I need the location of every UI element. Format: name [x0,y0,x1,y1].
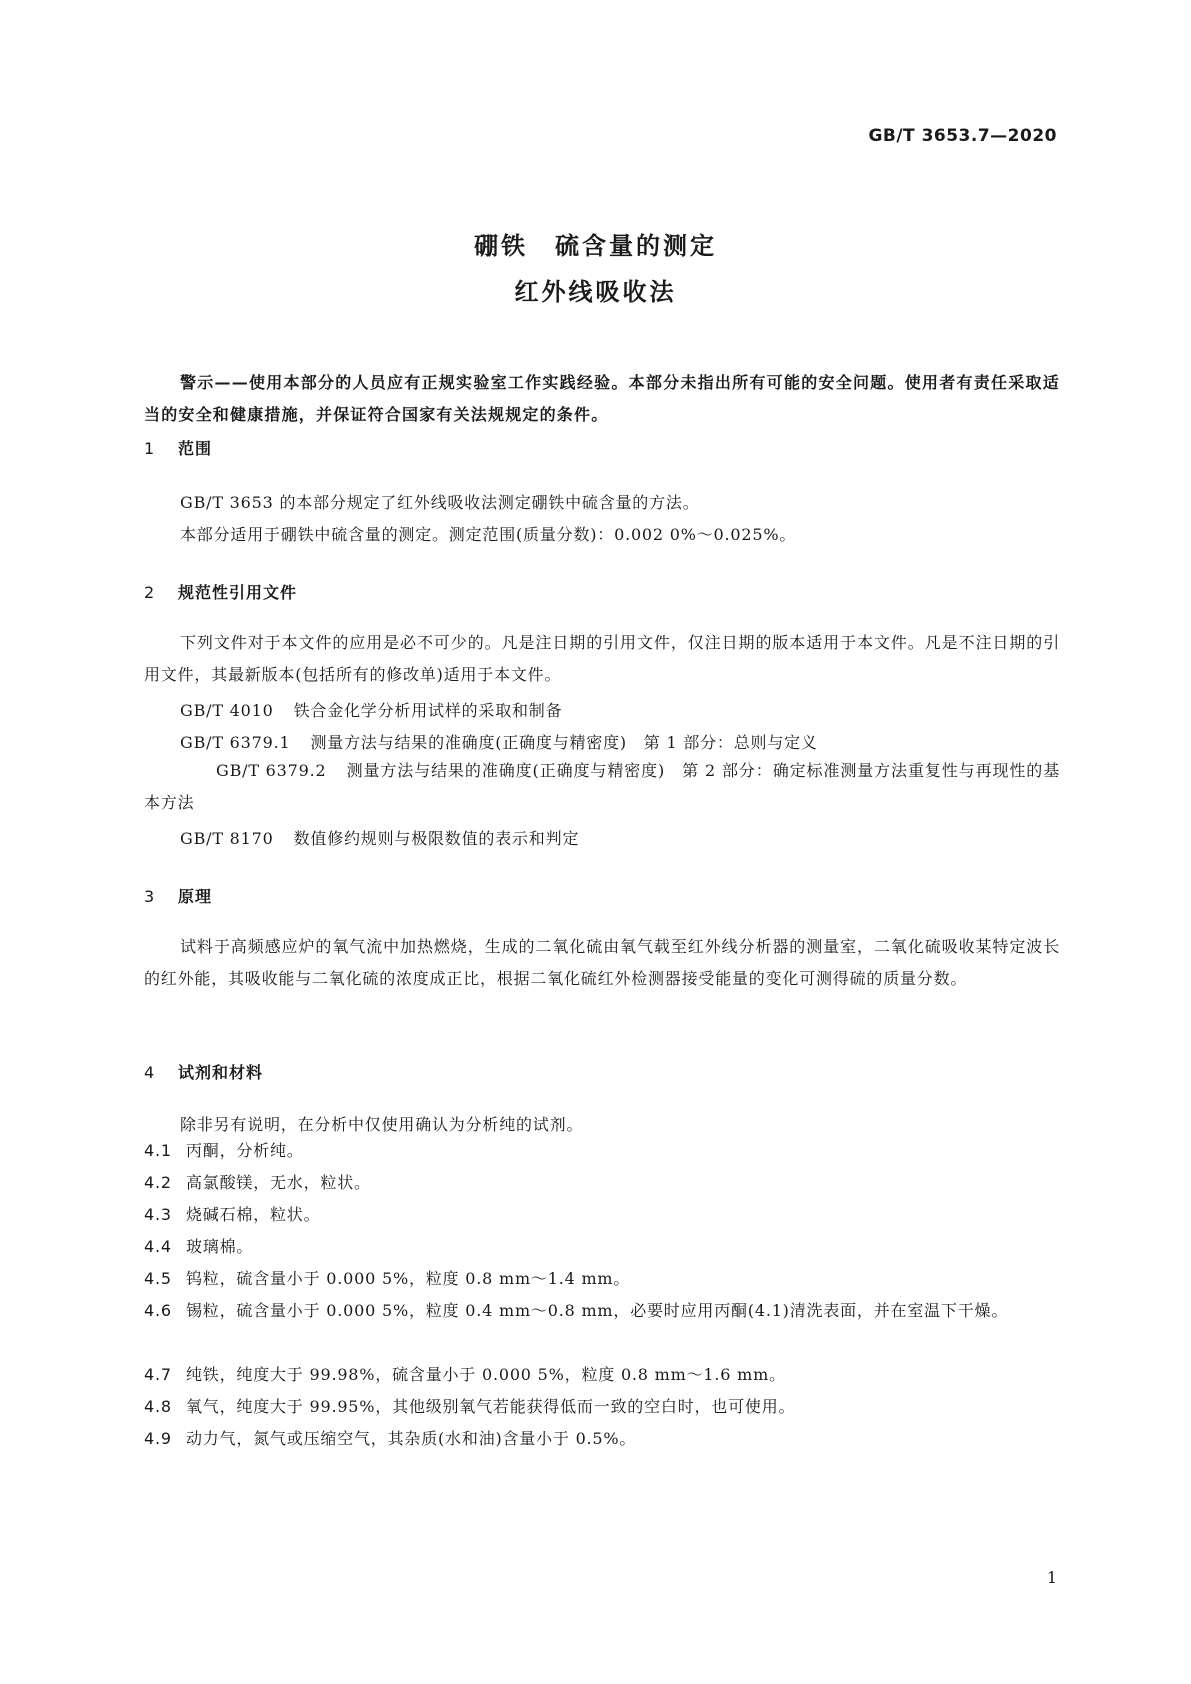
section-2-heading [144,580,297,603]
section-number: 3 [144,887,156,906]
item-text: 玻璃棉。 [186,1237,254,1256]
item-number: 4.1 [144,1141,172,1160]
item-number: 4.3 [144,1205,172,1224]
section-3-heading [144,884,212,907]
item-text: 丙酮，分析纯。 [186,1141,304,1160]
item-text: 动力气，氮气或压缩空气，其杂质(水和油)含量小于 0.5%。 [186,1429,637,1448]
references-intro: 下列文件对于本文件的应用是必不可少的。凡是注日期的引用文件，仅注日期的版本适用于本文件。凡是不注日期的引用文件，其最新版本(包括所有的修改单)适用于本文件。 [144,633,1060,684]
list-item [144,1199,1060,1231]
list-item [144,1135,1060,1167]
reference-title: 数值修约规则与极限数值的表示和判定 [293,829,580,848]
item-number: 4.4 [144,1237,172,1256]
section-number: 1 [144,439,156,458]
scope-paragraph-2: 本部分适用于硼铁中硫含量的测定。测定范围(质量分数)：0.002 0%～0.025%。 [180,525,797,544]
section-title: 规范性引用文件 [178,583,298,602]
reagents-intro: 除非另有说明，在分析中仅使用确认为分析纯的试剂。 [180,1115,584,1134]
list-item [144,1167,1060,1199]
scope-paragraph-1: GB/T 3653 的本部分规定了红外线吸收法测定硼铁中硫含量的方法。 [180,493,700,512]
safety-warning: 警示——使用本部分的人员应有正规实验室工作实践经验。本部分未指出所有可能的安全问题。使用者有责任采取适当的安全和健康措施，并保证符合国家有关法规规定的条件。 [144,373,1060,424]
item-text: 钨粒，硫含量小于 0.000 5%，粒度 0.8 mm～1.4 mm。 [186,1269,631,1288]
list-item [144,1391,1060,1423]
section-title: 试剂和材料 [178,1063,264,1082]
reference-item [180,698,562,721]
item-text: 纯铁，纯度大于 99.98%，硫含量小于 0.000 5%，粒度 0.8 mm～1.6 mm。 [186,1365,786,1384]
list-item [144,1359,1060,1391]
list-item [144,1295,1060,1327]
item-number: 4.2 [144,1173,172,1192]
section-number: 2 [144,583,156,602]
section-1-heading [144,436,212,459]
reference-code: GB/T 6379.1 [180,733,291,752]
reference-title: 测量方法与结果的准确度(正确度与精密度) 第 1 部分：总则与定义 [310,733,818,752]
item-text: 锡粒，硫含量小于 0.000 5%，粒度 0.4 mm～0.8 mm，必要时应用丙酮(4.1)清洗表面，并在室温下干燥。 [186,1301,1009,1320]
item-number: 4.8 [144,1397,172,1416]
reference-code: GB/T 6379.2 [216,761,327,780]
document-title-line1: 硼铁 硫含量的测定 [474,232,717,260]
standard-code: GB/T 3653.7—2020 [868,126,1057,146]
item-text: 烧碱石棉，粒状。 [186,1205,321,1224]
reference-code: GB/T 4010 [180,701,274,720]
section-number: 4 [144,1063,156,1082]
section-4-heading [144,1060,263,1083]
reference-item [180,826,579,849]
reference-item [144,755,1060,819]
reference-code: GB/T 8170 [180,829,274,848]
reference-title: 铁合金化学分析用试样的采取和制备 [293,701,563,720]
section-title: 范围 [178,439,213,458]
reference-item [180,730,818,753]
principle-paragraph: 试料于高频感应炉的氧气流中加热燃烧，生成的二氧化硫由氧气载至红外线分析器的测量室，二氧化硫吸收某特定波长的红外能，其吸收能与二氧化硫的浓度成正比，根据二氧化硫红外检测器接受能量的变化可测得硫的质量分数。 [144,937,1060,988]
page-number: 1 [1046,1568,1057,1587]
item-number: 4.9 [144,1429,172,1448]
section-title: 原理 [178,887,213,906]
reference-title: 测量方法与结果的准确度(正确度与精密度) 第 2 部分：确定标准测量方法重复性与再现性的基本方法 [144,761,1060,812]
item-number: 4.5 [144,1269,172,1288]
list-item [144,1231,1060,1263]
document-title-line2: 红外线吸收法 [514,278,677,306]
item-number: 4.6 [144,1301,172,1320]
item-text: 高氯酸镁，无水，粒状。 [186,1173,371,1192]
item-text: 氧气，纯度大于 99.95%，其他级别氧气若能获得低而一致的空白时，也可使用。 [186,1397,796,1416]
list-item [144,1423,1060,1455]
item-number: 4.7 [144,1365,172,1384]
list-item [144,1263,1060,1295]
